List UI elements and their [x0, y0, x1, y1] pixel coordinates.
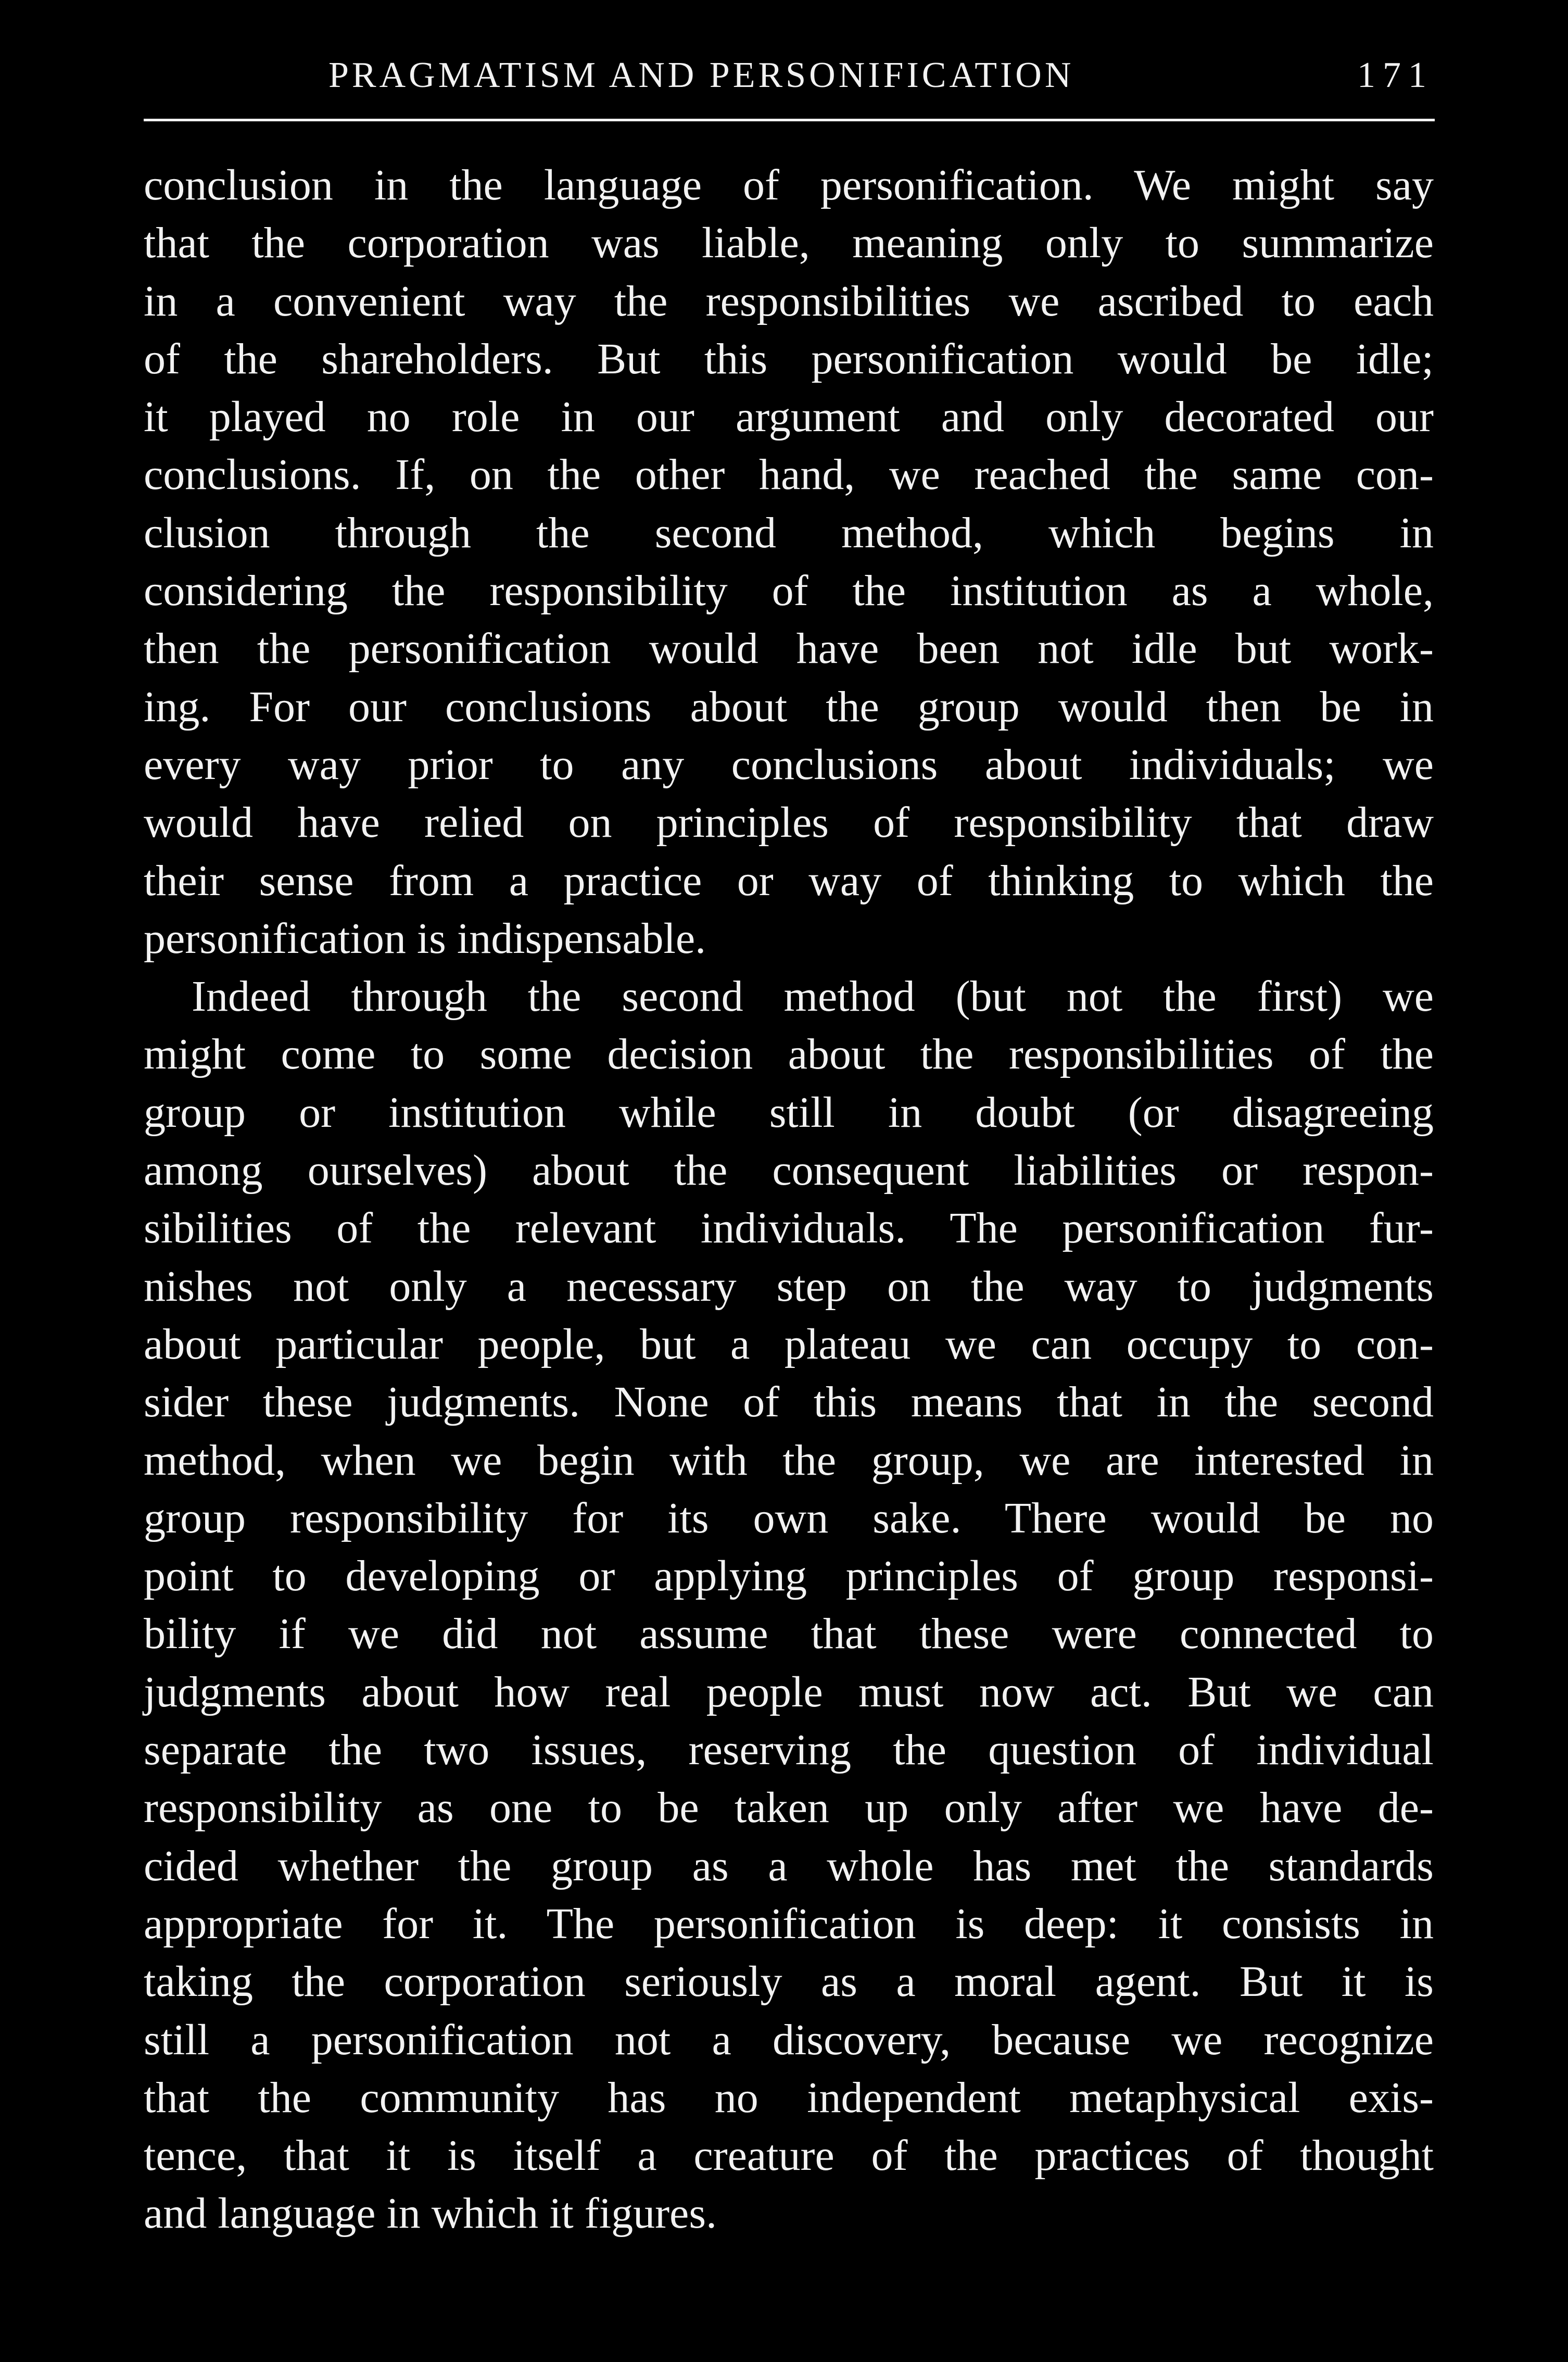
text-line: ing. For our conclusions about the group would then be in — [144, 682, 1434, 731]
text-line: personification is indispensable. — [144, 914, 706, 963]
text-line: bility if we did not assume that these were connected to — [144, 1610, 1434, 1659]
body-text — [144, 156, 1434, 2243]
text-line: group responsibility for its own sake. There would be no — [144, 1493, 1434, 1542]
text-line: separate the two issues, reserving the question of individual — [144, 1726, 1434, 1775]
text-line: taking the corporation seriously as a moral agent. But it is — [144, 1957, 1434, 2006]
text-line: responsibility as one to be taken up only after we have de- — [144, 1783, 1434, 1832]
text-line: it played no role in our argument and only decorated our — [144, 393, 1434, 442]
text-line: point to developing or applying principles of group responsi- — [144, 1552, 1434, 1601]
text-line: that the community has no independent metaphysical exis- — [144, 2073, 1434, 2122]
text-line: among ourselves) about the consequent liabilities or respon- — [144, 1146, 1434, 1195]
text-line: of the shareholders. But this personification would be idle; — [144, 334, 1434, 383]
header-rule — [144, 119, 1435, 121]
text-line: nishes not only a necessary step on the way to judgments — [144, 1262, 1434, 1311]
text-line: tence, that it is itself a creature of the practices of thought — [144, 2131, 1434, 2180]
text-line: then the personification would have been not idle but work- — [144, 624, 1434, 673]
text-line: Indeed through the second method (but not the first) we — [192, 972, 1434, 1021]
text-line: sider these judgments. None of this means that in the second — [144, 1378, 1434, 1427]
text-line: and language in which it figures. — [144, 2189, 717, 2238]
text-line: in a convenient way the responsibilities we ascribed to each — [144, 277, 1434, 325]
text-line: might come to some decision about the responsibilities of the — [144, 1030, 1434, 1079]
text-line: sibilities of the relevant individuals. The personification fur- — [144, 1204, 1434, 1253]
text-line: method, when we begin with the group, we are interested in — [144, 1436, 1434, 1485]
text-line: conclusions. If, on the other hand, we reached the same con- — [144, 450, 1434, 499]
running-head — [144, 52, 1434, 99]
text-line: judgments about how real people must now act. But we can — [144, 1667, 1434, 1716]
text-line: that the corporation was liable, meaning only to summarize — [144, 219, 1434, 268]
text-line: conclusion in the language of personification. We might say — [144, 161, 1434, 209]
running-title: PRAGMATISM AND PERSONIFICATION — [328, 55, 1074, 95]
text-line: every way prior to any conclusions about individuals; we — [144, 740, 1434, 789]
text-line: group or institution while still in doubt (or disagreeing — [144, 1088, 1434, 1137]
text-line: would have relied on principles of responsibility that draw — [144, 798, 1434, 847]
text-line: still a personification not a discovery, because we recognize — [144, 2015, 1434, 2064]
text-line: their sense from a practice or way of thinking to which the — [144, 856, 1434, 905]
text-line: about particular people, but a plateau we can occupy to con- — [144, 1320, 1434, 1368]
page-number: 171 — [1357, 55, 1434, 95]
text-line: clusion through the second method, which begins in — [144, 508, 1434, 557]
text-line: considering the responsibility of the institution as a whole, — [144, 567, 1434, 615]
text-line: cided whether the group as a whole has met the standards — [144, 1841, 1434, 1890]
text-line: appropriate for it. The personification is deep: it consists in — [144, 1899, 1434, 1948]
